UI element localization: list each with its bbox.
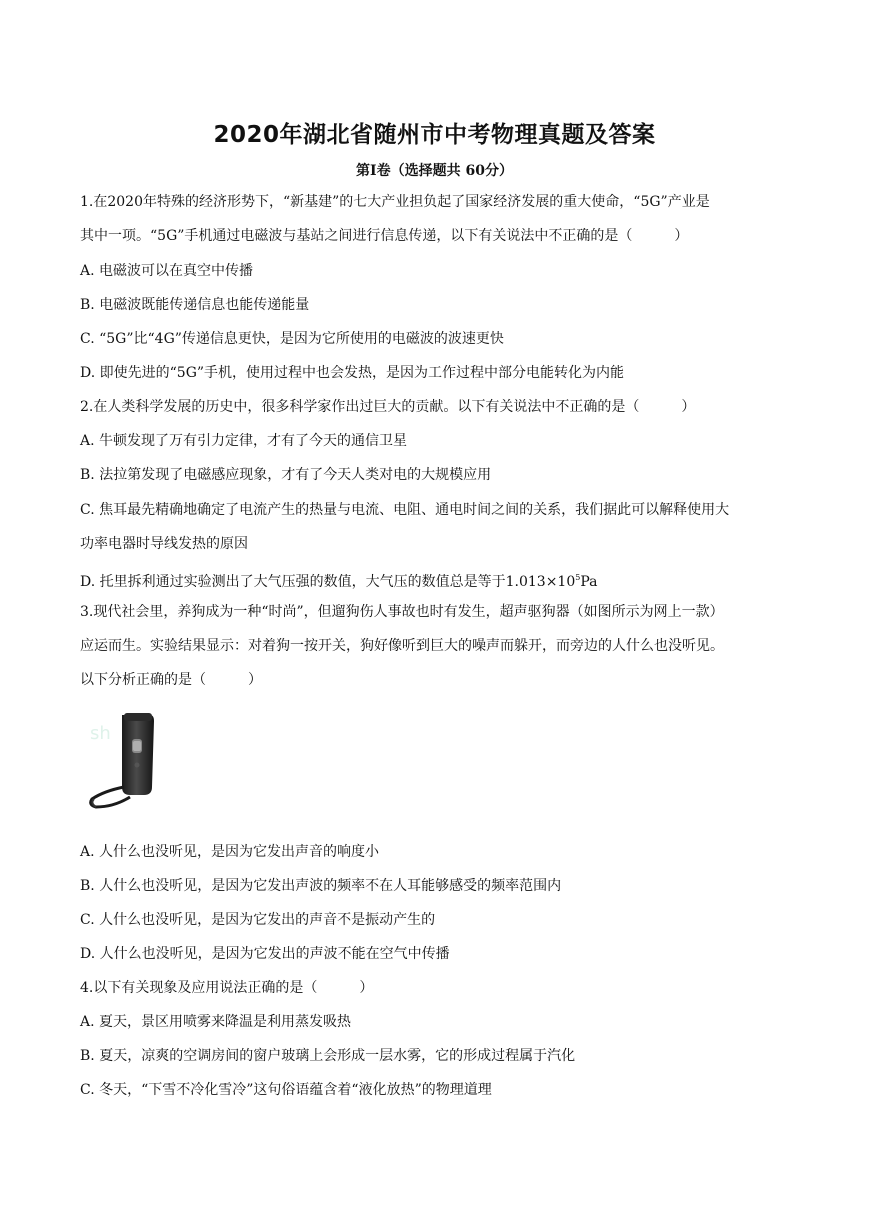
- question-3-option-c: C. 人什么也没听见，是因为它发出的声音不是振动产生的: [80, 912, 436, 928]
- question-2-option-c-line-2: 功率电器时导线发热的原因: [80, 536, 248, 552]
- answer-bracket-close: ）: [359, 980, 374, 996]
- ultrasonic-dog-repeller-image: [84, 705, 180, 817]
- question-2-option-c-line-1: C. 焦耳最先精确地确定了电流产生的热量与电流、电阻、通电时间之间的关系，我们据此可以解释使用大: [80, 502, 730, 518]
- section-heading: 第Ⅰ卷（选择题共 60分）: [356, 163, 513, 179]
- question-3-option-a: A. 人什么也没听见，是因为它发出声音的响度小: [80, 844, 380, 860]
- question-3-stem-line-1: 3.现代社会里，养狗成为一种“时尚”，但遛狗伤人事故也时有发生，超声驱狗器（如图所示为网上一款）: [80, 604, 724, 620]
- question-3-option-b: B. 人什么也没听见，是因为它发出声波的频率不在人耳能够感受的频率范围内: [80, 878, 562, 894]
- question-2-stem-text: 2.在人类科学发展的历史中，很多科学家作出过巨大的贡献。以下有关说法中不正确的是（: [80, 399, 640, 415]
- question-3-stem-line-3: [80, 671, 262, 689]
- question-1-option-a: A. 电磁波可以在真空中传播: [80, 263, 254, 279]
- question-2-option-d-text: D. 托里拆利通过实验测出了大气压强的数值，大气压的数值总是等于1.013×10: [80, 574, 576, 590]
- question-2-option-d: [80, 569, 597, 591]
- answer-bracket-close: ）: [248, 672, 262, 688]
- question-1-stem-line-1: 1.在2020年特殊的经济形势下，“新基建”的七大产业担负起了国家经济发展的重大使命，“5G”产业是: [80, 194, 710, 210]
- question-3-stem-line-2: 应运而生。实验结果显示：对着狗一按开关，狗好像听到巨大的噪声而躲开，而旁边的人什么也没听见。: [80, 638, 724, 654]
- question-2-stem-line-1: [80, 398, 695, 416]
- question-1-option-c: C. “5G”比“4G”传递信息更快，是因为它所使用的电磁波的波速更快: [80, 331, 504, 347]
- unit: Pa: [580, 574, 598, 590]
- question-3-option-d: D. 人什么也没听见，是因为它发出的声波不能在空气中传播: [80, 946, 450, 962]
- svg-text:sh: sh: [90, 723, 111, 744]
- exponent: 5: [575, 573, 581, 582]
- question-3-stem-text: 以下分析正确的是（: [80, 672, 206, 688]
- answer-bracket-close: ）: [674, 228, 689, 244]
- question-1-stem-line-2: [80, 227, 688, 245]
- question-4-option-a: A. 夏天，景区用喷雾来降温是利用蒸发吸热: [80, 1014, 352, 1030]
- question-2-option-b: B. 法拉第发现了电磁感应现象，才有了今天人类对电的大规模应用: [80, 467, 492, 483]
- question-1-stem-text: 其中一项。“5G”手机通过电磁波与基站之间进行信息传递，以下有关说法中不正确的是（: [80, 228, 633, 244]
- document-title: 2020年湖北省随州市中考物理真题及答案: [213, 122, 656, 148]
- question-4-option-c: C. 冬天，“下雪不冷化雪冷”这句俗语蕴含着“液化放热”的物理道理: [80, 1082, 492, 1098]
- question-2-option-a: A. 牛顿发现了万有引力定律，才有了今天的通信卫星: [80, 433, 408, 449]
- question-1-option-b: B. 电磁波既能传递信息也能传递能量: [80, 297, 310, 313]
- question-4-option-b: B. 夏天，凉爽的空调房间的窗户玻璃上会形成一层水雾，它的形成过程属于汽化: [80, 1048, 576, 1064]
- question-1-option-d: D. 即使先进的“5G”手机，使用过程中也会发热，是因为工作过程中部分电能转化为内能: [80, 365, 625, 381]
- question-4-stem-line-1: [80, 979, 373, 997]
- answer-bracket-close: ）: [681, 399, 696, 415]
- question-4-stem-text: 4.以下有关现象及应用说法正确的是（: [80, 980, 318, 996]
